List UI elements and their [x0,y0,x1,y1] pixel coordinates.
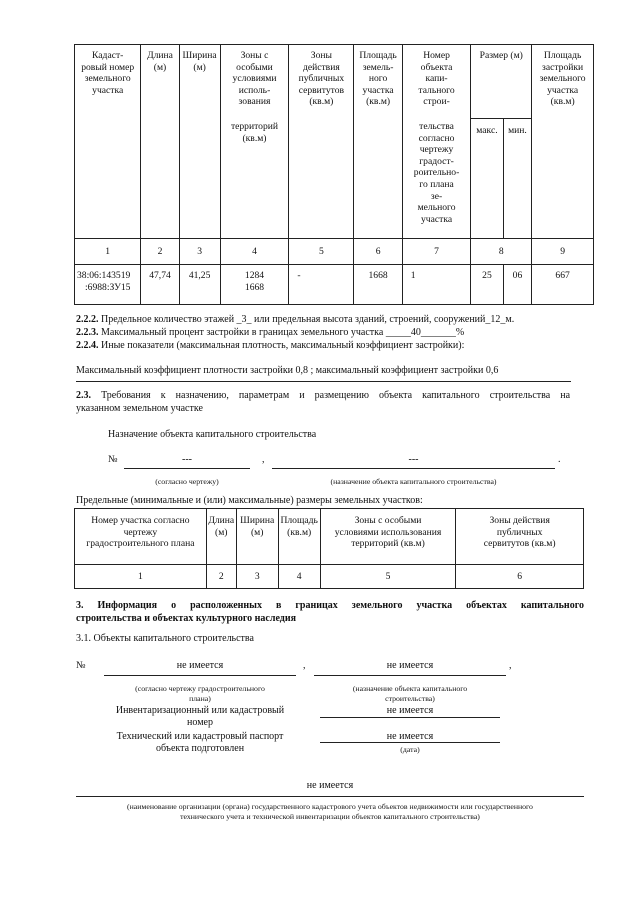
paragraph-2-2-4: 2.2.4. Иные показатели (максимальная плотность, максимальный коэффициент застройки): [76,340,465,351]
header-length: Длина (м) [206,509,236,565]
inventory-label: Инвентаризационный или кадастровый номер [115,705,285,728]
header-object-number: Номер объекта капи- тального строи- тельства согласно чертежу градост- роительно- го плана зе- мельного участка [402,45,470,239]
col-number: 6 [354,239,402,265]
inventory-value: не имеется [386,705,434,716]
header-width: Ширина (м) [236,509,278,565]
header-length: Длина (м) [141,45,179,239]
col-number: 8 [471,239,532,265]
section-3-line1: 3. Информация о расположенных в границах земельного участка объектах капитального [76,600,584,611]
col-number: 3 [179,239,220,265]
header-size-max: макс. [471,119,503,239]
header-building-area: Площадь застройки земельного участка (кв.м) [532,45,594,239]
passport-date-caption: (дата) [400,745,420,754]
caption-objects-purpose: (назначение объекта капитального строительства) [352,684,468,703]
divider-line [76,381,571,382]
underline [76,796,584,797]
header-area: Площадь (кв.м) [278,509,320,565]
purpose-dot: . [558,454,561,465]
caption-purpose: (назначение объекта капитального строительства) [330,477,497,486]
col-number: 4 [278,565,320,589]
col-number: 9 [532,239,594,265]
purpose-label: Назначение объекта капитального строительства [108,429,317,440]
cell-building-area: 667 [532,265,594,305]
limits-table [74,508,584,589]
col-number: 6 [456,565,584,589]
cell-size-min: 06 [503,265,532,305]
header-size-min: мин. [503,119,532,239]
underline [272,468,555,469]
density-text: Максимальный коэффициент плотности застройки 0,8 ; максимальный коэффициент застройки 0,6 [76,365,499,376]
purpose-drawing-value: --- [182,454,192,465]
objects-no-sign: № [76,660,86,671]
header-area: Площадь земель- ного участка (кв.м) [354,45,402,239]
caption-objects-drawing: (согласно чертежу градостроительного плана) [135,684,265,703]
passport-value: не имеется [386,731,434,742]
col-number: 5 [289,239,354,265]
col-number: 2 [206,565,236,589]
col-number: 2 [141,239,179,265]
organization-value: не имеется [306,780,354,791]
cell-zones-servitude: - [289,265,354,305]
limits-label: Предельные (минимальные и (или) максимальные) размеры земельных участков: [76,495,423,506]
purpose-no-sign: № [108,454,118,465]
section-3-1: 3.1. Объекты капитального строительства [76,633,254,644]
col-number: 1 [75,239,141,265]
col-number: 5 [320,565,456,589]
objects-comma-2: , [509,660,512,671]
column-numbers-row [75,239,594,265]
header-zones-special: Зоны с особыми условиями использования территорий (кв.м) [320,509,456,565]
underline [314,675,506,676]
cell-zones-special: 1284 1668 [220,265,289,305]
purpose-name-value: --- [408,454,419,465]
organization-caption: (наименование организации (органа) государственного кадастрового учета объектов недвижимости или государственного технического учета и технической инвентаризации объектов капитального строительства) [127,802,533,821]
underline [320,717,500,718]
header-size: Размер (м) [471,45,532,119]
header-zones-servitude: Зоны действия публичных сервитутов (кв.м) [456,509,584,565]
land-plot-table [74,44,594,305]
objects-drawing-value: не имеется [176,660,224,671]
col-number: 1 [75,565,207,589]
underline [320,742,500,743]
cell-width: 41,25 [179,265,220,305]
col-number: 3 [236,565,278,589]
cell-length: 47,74 [141,265,179,305]
paragraph-2-2-2: 2.2.2. Предельное количество этажей _3_ или предельная высота зданий, строений, сооружений_12_м. [76,314,515,325]
objects-comma-1: , [303,660,306,671]
table-row [75,265,594,305]
col-number: 4 [220,239,289,265]
objects-purpose-value: не имеется [386,660,434,671]
section-2-3-line1: 2.3. Требования к назначению, параметрам и размещению объекта капитального строительства на [76,390,571,401]
header-plot-number: Номер участка согласно чертежу градостроительного плана [75,509,207,565]
cell-object-number: 1 [402,265,470,305]
header-zones-servitude: Зоны действия публичных сервитутов (кв.м) [289,45,354,239]
underline [124,468,250,469]
header-zones-special: Зоны с особыми условиями исполь- зования территорий (кв.м) [220,45,289,239]
purpose-comma: , [262,454,265,465]
column-numbers-row [75,565,584,589]
underline [104,675,296,676]
header-cadastral: Кадаст- ровый номер земельного участка [75,45,141,239]
section-3-line2: строительства и объектах культурного наследия [76,613,297,624]
cell-size-max: 25 [471,265,503,305]
passport-label: Технический или кадастровый паспорт объекта подготовлен [116,731,284,754]
header-width: Ширина (м) [179,45,220,239]
col-number: 7 [402,239,470,265]
section-2-3-line2: указанном земельном участке [76,403,203,414]
caption-drawing: (согласно чертежу) [155,477,219,486]
cell-area: 1668 [354,265,402,305]
cell-cadastral: 38:06:143519 :6988:ЗУ15 [75,265,141,305]
paragraph-2-2-3: 2.2.3. Максимальный процент застройки в границах земельного участка _____40_______% [76,327,465,338]
